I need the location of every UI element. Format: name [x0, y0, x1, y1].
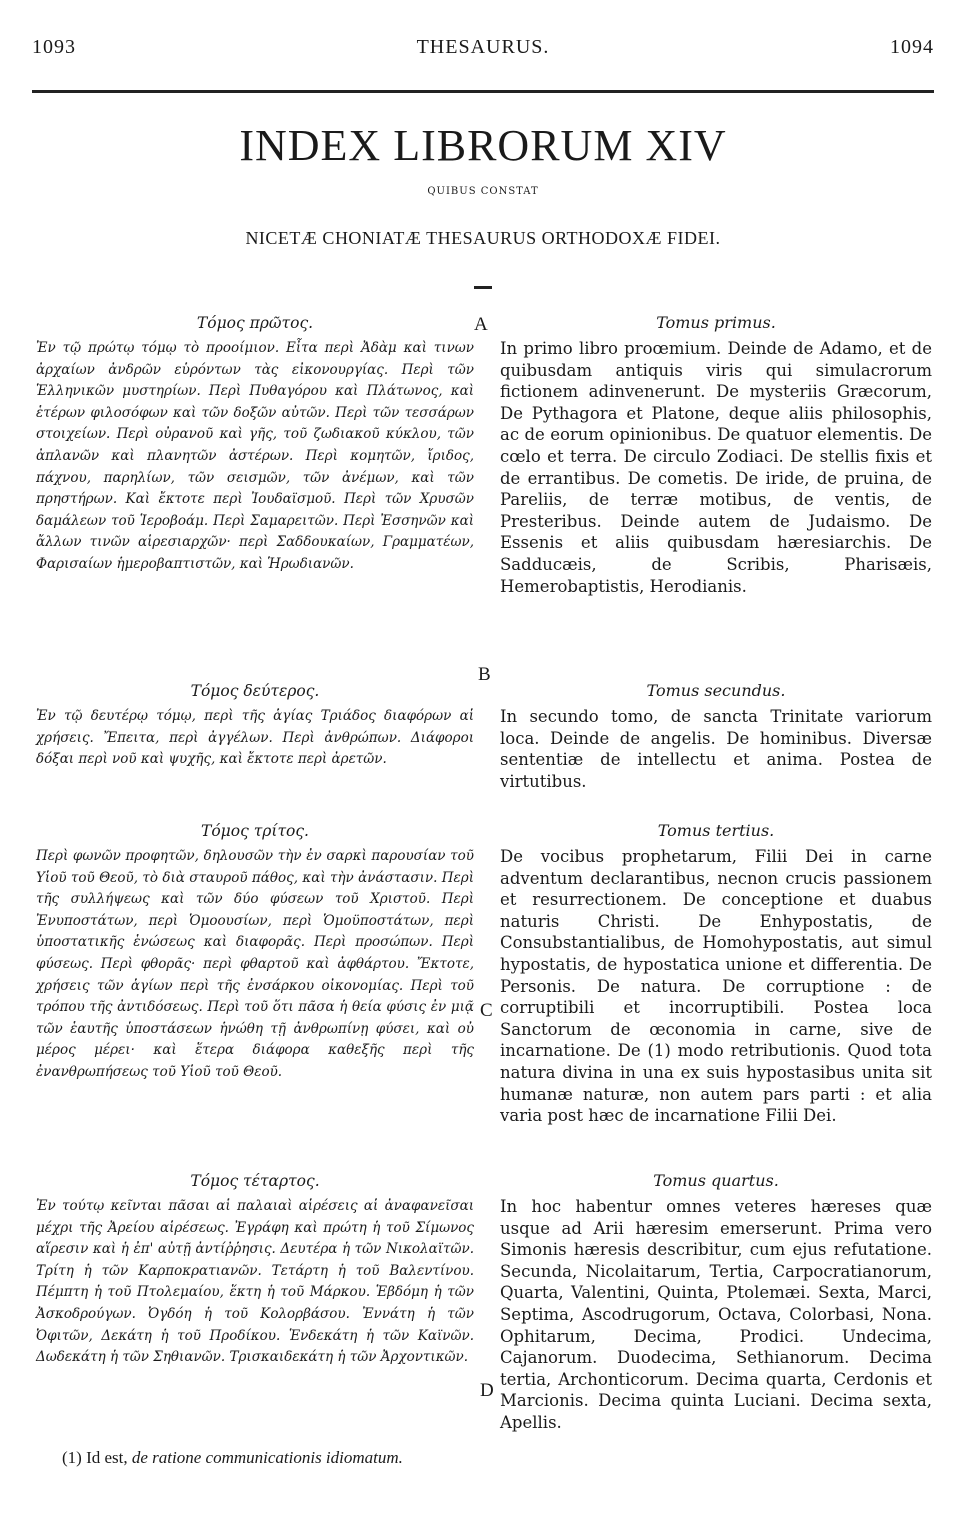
greek-heading: Τόμος τρίτος. — [201, 822, 309, 840]
margin-marker-b: B — [478, 664, 491, 685]
greek-text: Περὶ φωνῶν προφητῶν, δηλουσῶν τὴν ἐν σαρκὶ παρουσίαν τοῦ Υἱοῦ τοῦ Θεοῦ, τὸ διὰ σταυροῦ πάθος, καὶ τὴν ἀνάστασιν. Περὶ τῆς συλλήψεως καὶ τῶν δύο φύσεων τοῦ Χριστοῦ. Περὶ Ἐνυποστάτων, περὶ Ὁμοουσίων, περὶ Ὁμοϋποστάτων, περὶ ὑποστατικῆς ἑνώσεως καὶ διαφορᾶς. Περὶ προσώπων. Περὶ φύσεως. Περὶ φθορᾶς· περὶ φθαρτοῦ καὶ ἀφθάρτου. Ἔκτοτε, χρήσεις τῶν ἁγίων περὶ τῆς ἐνσάρκου οἰκονομίας. Περὶ τοῦ τρόπου τῆς ἀντιδόσεως. Περὶ τοῦ ὅτι πᾶσα ἡ θεία φύσις ἐν μιᾷ τῶν ἑαυτῆς ὑποστάσεων ἡνώθη τῇ ἀνθρωπίνῃ φύσει, καὶ οὐ μέρος μέρει· καὶ ἕτερα διάφορα καθεξῆς περὶ τῆς ἐνανθρωπήσεως τοῦ Υἱοῦ τοῦ Θεοῦ. — [36, 848, 474, 1080]
running-title: THESAURUS. — [416, 36, 550, 58]
main-title: INDEX LIBRORUM XIV — [239, 121, 727, 170]
latin-section-1 — [500, 312, 932, 597]
page-number-left: 1093 — [32, 36, 76, 58]
latin-text: De vocibus prophetarum, Filii Dei in carne adventum declarantibus, necnon crucis passionem et resurrectionem. De conceptione et duabus naturis Christi. De Enhypostatis, de Consubstantialibus, de Homohypostatis, aut simul hypostatis, de hypostatica unione et differentia. De Personis. De natura. De corruptione : de corruptibili et incorruptibili. Postea loca Sanctorum de œconomia in carne, sive de incarnatione. De (1) modo retributionis. Quod tota natura divina in una ex suis hypostasibus unita sit humanæ naturæ, non autem pars parti : et alia varia post hæc de incarnatione Filii Dei. — [500, 847, 932, 1126]
greek-heading: Τόμος τέταρτος. — [190, 1172, 320, 1190]
latin-heading: Tomus tertius. — [657, 821, 775, 840]
margin-marker-d: D — [480, 1380, 494, 1401]
subtitle: QUIBUS CONSTAT — [427, 186, 539, 197]
greek-heading: Τόμος δεύτερος. — [190, 682, 320, 700]
latin-section-4 — [500, 1170, 932, 1434]
page-number-right: 1094 — [890, 36, 934, 58]
work-title: NICETÆ CHONIATÆ THESAURUS ORTHODOXÆ FIDEI. — [245, 228, 721, 248]
footnote-prefix: (1) Id est, — [62, 1448, 128, 1467]
greek-text: Ἐν τῷ δευτέρῳ τόμῳ, περὶ τῆς ἁγίας Τριάδος διαφόρων αἱ χρήσεις. Ἔπειτα, περὶ ἀγγέλων. Περὶ ἀνθρώπων. Διάφοροι δόξαι περὶ νοῦ καὶ ψυχῆς, καὶ ἔκτοτε περὶ ἀρετῶν. — [36, 708, 474, 768]
latin-text: In hoc habentur omnes veteres hæreses quæ usque ad Arii hæresim emerserunt. Prima vero Simonis hæresis describitur, cum ejus refutatione. Secunda, Nicolaitarum, Tertia, Carpocratianorum, Quarta, Valentini, Quinta, Ptolemæi. Sexta, Marci, Septima, Ascodrugorum, Octava, Colorbasi, Nona. Ophitarum, Decima, Prodici. Undecima, Cajanorum. Duodecima, Sethianorum. Decima tertia, Archonticorum. Decima quarta, Cerdonis et Marcionis. Decima quinta Luciani. Decima sexta, Apellis. — [500, 1197, 932, 1432]
latin-heading: Tomus primus. — [656, 313, 776, 332]
latin-section-2 — [500, 680, 932, 792]
greek-section-1 — [36, 312, 474, 576]
running-head — [32, 36, 934, 60]
margin-marker-a: A — [474, 314, 488, 335]
greek-text: Ἐν τῷ πρώτῳ τόμῳ τὸ προοίμιον. Εἶτα περὶ Ἀδὰμ καὶ τινων ἀρχαίων ἀνδρῶν εὑρόντων τὰς εἰκονουργίας. Περὶ τῶν Ἑλληνικῶν μυστηρίων. Περὶ Πυθαγόρου καὶ Πλάτωνος, καὶ ἑτέρων φιλοσόφων καὶ τῶν δοξῶν αὐτῶν. Περὶ τῶν τεσσάρων στοιχείων. Περὶ οὐρανοῦ καὶ γῆς, τοῦ ζωδιακοῦ κύκλου, τῶν ἀπλανῶν καὶ πλανητῶν ἀστέρων. Περὶ κομητῶν, ἴριδος, πάχνου, παρηλίων, τῶν σεισμῶν, τῶν ἀνέμων, καὶ τῶν πρηστήρων. Καὶ ἔκτοτε περὶ Ἰουδαϊσμοῦ. Περὶ τῶν Χρυσῶν δαμάλεων τοῦ Ἱεροβοάμ. Περὶ Σαμαρειτῶν. Περὶ Ἐσσηνῶν καὶ ἄλλων τινῶν αἱρεσιαρχῶν· περὶ Σαδδουκαίων, Γραμματέων, Φαρισαίων ἡμεροβαπτιστῶν, καὶ Ἡρωδιανῶν. — [36, 340, 474, 572]
greek-heading: Τόμος πρῶτος. — [196, 314, 314, 332]
footnote — [62, 1448, 403, 1468]
latin-heading: Tomus quartus. — [653, 1171, 779, 1190]
latin-text: In primo libro proœmium. Deinde de Adamo, et de quibusdam antiquis viris qui simulacrorum fictionem adinvenerunt. De mysteriis Græcorum, De Pythagora et Platone, deque aliis philosophis, ac de eorum opinionibus. De quatuor elementis. De cœlo et terra. De circulo Zodiaci. De stellis fixis et de errantibus. De cometis. De iride, de pruina, de Pareliis, de terræ motibus, de ventis, de Presteribus. Deinde autem de Judaismo. De Essenis et aliis quibusdam hæresiarchis. De Sadducæis, de Scribis, Pharisæis, Hemerobaptistis, Herodianis. — [500, 339, 932, 596]
latin-text: In secundo tomo, de sancta Trinitate variorum loca. Deinde de angelis. De hominibus. Diversæ sententiæ de intellectu et anima. Postea de virtutibus. — [500, 707, 932, 791]
greek-section-3 — [36, 820, 474, 1084]
greek-text: Ἐν τούτῳ κεῖνται πᾶσαι αἱ παλαιαὶ αἱρέσεις αἱ ἀναφανεῖσαι μέχρι τῆς Ἀρείου αἱρέσεως. Ἐγράφη καὶ πρώτη ἡ τοῦ Σίμωνος αἵρεσιν καὶ ἡ ἐπ' αὐτῇ ἀντίῤῥησις. Δευτέρα ἡ τῶν Νικολαϊτῶν. Τρίτη ἡ τῶν Καρποκρατιανῶν. Τετάρτη ἡ τοῦ Βαλεντίνου. Πέμπτη ἡ τοῦ Πτολεμαίου, ἕκτη ἡ τοῦ Μάρκου. Ἑβδόμη ἡ τῶν Ἀσκοδρούγων. Ὀγδόη ἡ τοῦ Κολορβάσου. Ἐννάτη ἡ τῶν Ὀφιτῶν, Δεκάτη ἡ τοῦ Προδίκου. Ἑνδεκάτη ἡ τῶν Καϊνῶν. Δωδεκάτη ἡ τῶν Σηθιανῶν. Τρισκαιδεκάτη ἡ τῶν Ἀρχοντικῶν. — [36, 1198, 474, 1366]
header-rule — [32, 90, 934, 93]
title-dash — [474, 286, 492, 289]
latin-section-3 — [500, 820, 932, 1127]
latin-heading: Tomus secundus. — [646, 681, 786, 700]
greek-section-4 — [36, 1170, 474, 1369]
greek-section-2 — [36, 680, 474, 771]
margin-marker-c: C — [480, 1000, 493, 1021]
footnote-italic: de ratione communicationis idiomatum. — [131, 1448, 403, 1467]
